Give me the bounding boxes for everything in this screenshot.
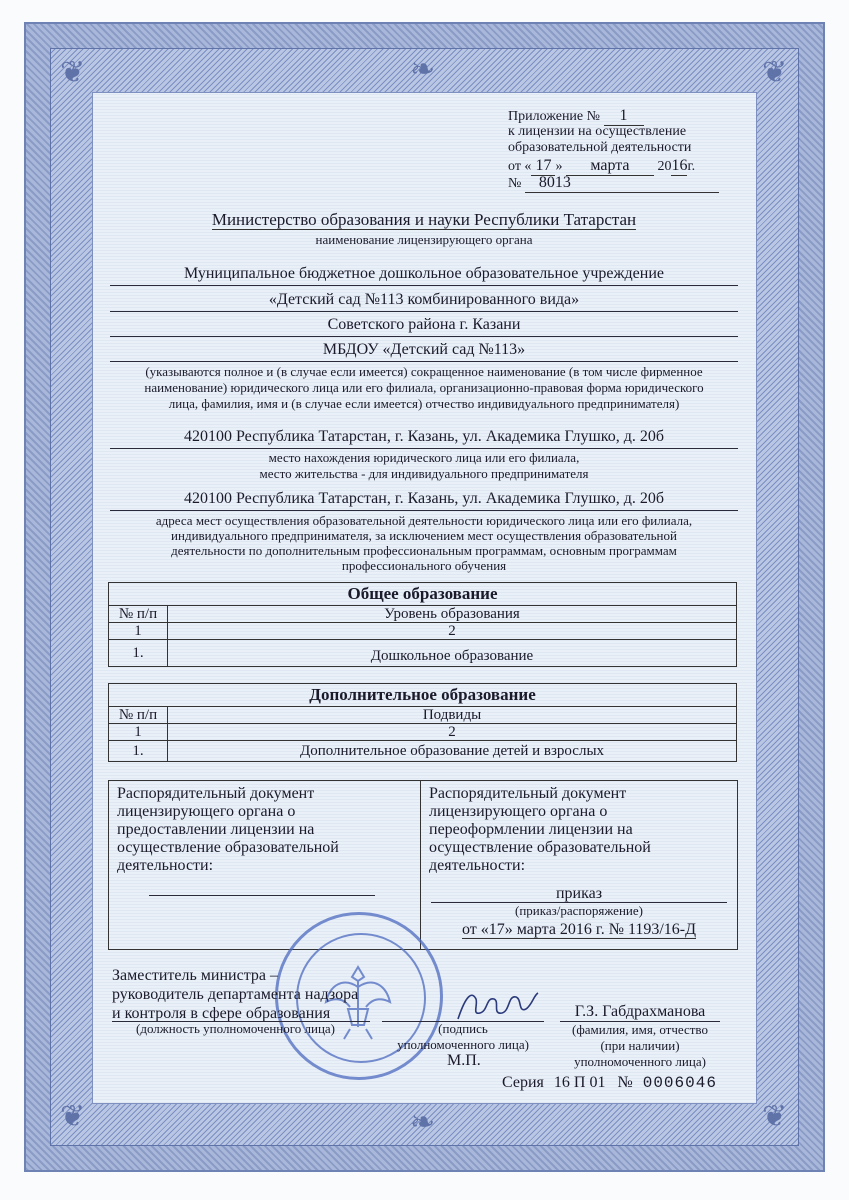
column-header: Уровень образования (168, 606, 737, 623)
grant-document-text: Распорядительный документ лицензирующего органа о предоставлении лицензии на осуществление образовательной деятельности: (117, 785, 339, 874)
underline (110, 285, 738, 286)
signature-caption: (подпись уполномоченного лица) (397, 1021, 529, 1052)
license-number-label: № (508, 176, 522, 191)
appendix-date: от « 17 » марта 2016г. (508, 157, 696, 174)
legal-address: 420100 Республика Татарстан, г. Казань, ул. Академика Глушко, д. 20б (183, 428, 665, 445)
underline (110, 448, 738, 449)
signatory-name: Г.З. Габдрахманова (574, 1003, 706, 1020)
table-row: 1. Дополнительное образование детей и взрослых (109, 741, 737, 762)
underline (110, 311, 738, 312)
underline (110, 361, 738, 362)
reissue-document-box (420, 780, 738, 950)
column-header: Подвиды (168, 707, 737, 724)
form-series: Серия 16 П 01 № 0006046 (502, 1074, 717, 1092)
education-subtype-value: Дополнительное образование детей и взрослых (168, 741, 737, 762)
signatory-name-caption: (фамилия, имя, отчество (при наличии) уполномоченного лица) (572, 1022, 708, 1069)
appendix-year: 16 (671, 157, 688, 174)
appendix-line1: к лицензии на осуществление (508, 124, 687, 139)
additional-education-title: Дополнительное образование (109, 684, 737, 707)
ornament-icon: ❧ (410, 53, 436, 86)
ornament-icon: ❦ (762, 56, 788, 89)
signatory-position-caption: (должность уполномоченного лица) (136, 1021, 336, 1036)
ornament-icon: ❦ (60, 1100, 86, 1133)
appendix-label: Приложение № (508, 109, 600, 124)
column-header: № п/п (109, 606, 168, 623)
table-header-row (109, 707, 737, 724)
reissue-document-text: Распорядительный документ лицензирующего органа о переоформлении лицензии на осуществление образовательной деятельности: (429, 785, 651, 874)
licensee-caption: (указываются полное и (в случае если имеется) сокращенное наименование (в том числе фирменное наименование) юридического лица или его филиала, организационно-правовая форма юридического лица, фамилия, имя и (в случае если имеется) отчество индивидуального предпринимателя) (144, 364, 704, 411)
general-education-title: Общее образование (109, 583, 737, 606)
licensee-line1: Муниципальное бюджетное дошкольное образовательное учреждение (184, 265, 664, 282)
order-reference: от «17» марта 2016 г. № 1193/16-Д (461, 921, 697, 938)
signatory-position: Заместитель министра – руководитель департамента надзора и контроля в сфере образования (112, 967, 359, 1022)
series-value: 16 П 01 (553, 1074, 606, 1091)
license-number: 8013 (525, 174, 719, 193)
licensee-line2: «Детский сад №113 комбинированного вида» (268, 291, 580, 308)
table-index-row: 1 2 (109, 724, 737, 741)
ornament-icon: ❦ (762, 1100, 788, 1133)
empty-signature-line (149, 895, 375, 896)
activity-address: 420100 Республика Татарстан, г. Казань, ул. Академика Глушко, д. 20б (183, 490, 665, 507)
column-header: № п/п (109, 707, 168, 724)
education-level-value: Дошкольное образование (168, 640, 737, 667)
licensing-authority-name: Министерство образования и науки Республики Татарстан (211, 210, 637, 229)
legal-address-caption: место нахождения юридического лица или его филиала, место жительства - для индивидуального предпринимателя (259, 450, 589, 481)
appendix-number: 1 (604, 107, 644, 126)
general-education-table (108, 582, 737, 667)
table-header-row (109, 606, 737, 623)
stamp-place-label: М.П. (447, 1052, 481, 1069)
licensing-authority-caption: наименование лицензирующего органа (315, 232, 533, 247)
underline (110, 336, 738, 337)
handwritten-signature (452, 985, 542, 1025)
appendix-line2: образовательной деятельности (508, 140, 692, 155)
table-row: 1. Дошкольное образование (109, 640, 737, 667)
additional-education-table (108, 683, 737, 762)
activity-address-caption: адреса мест осуществления образовательной деятельности юридического лица или его филиала, индивидуального предпринимателя, за исключением мест осуществления образовательной деятельности по дополнительным профессиональным программам, основным программам профессионального обучения (155, 513, 693, 573)
form-number: 0006046 (642, 1074, 717, 1092)
ornament-icon: ❦ (60, 56, 86, 89)
appendix-day: 17 (531, 157, 555, 176)
order-type: приказ (555, 885, 603, 902)
appendix-month: марта (566, 157, 654, 176)
order-type-caption: (приказ/распоряжение) (515, 903, 643, 918)
licensee-line3: Советского района г. Казани (327, 316, 521, 333)
ornament-icon: ❧ (410, 1106, 436, 1139)
table-index-row: 1 2 (109, 623, 737, 640)
licensee-short-name: МБДОУ «Детский сад №113» (322, 341, 526, 358)
underline (110, 510, 738, 511)
